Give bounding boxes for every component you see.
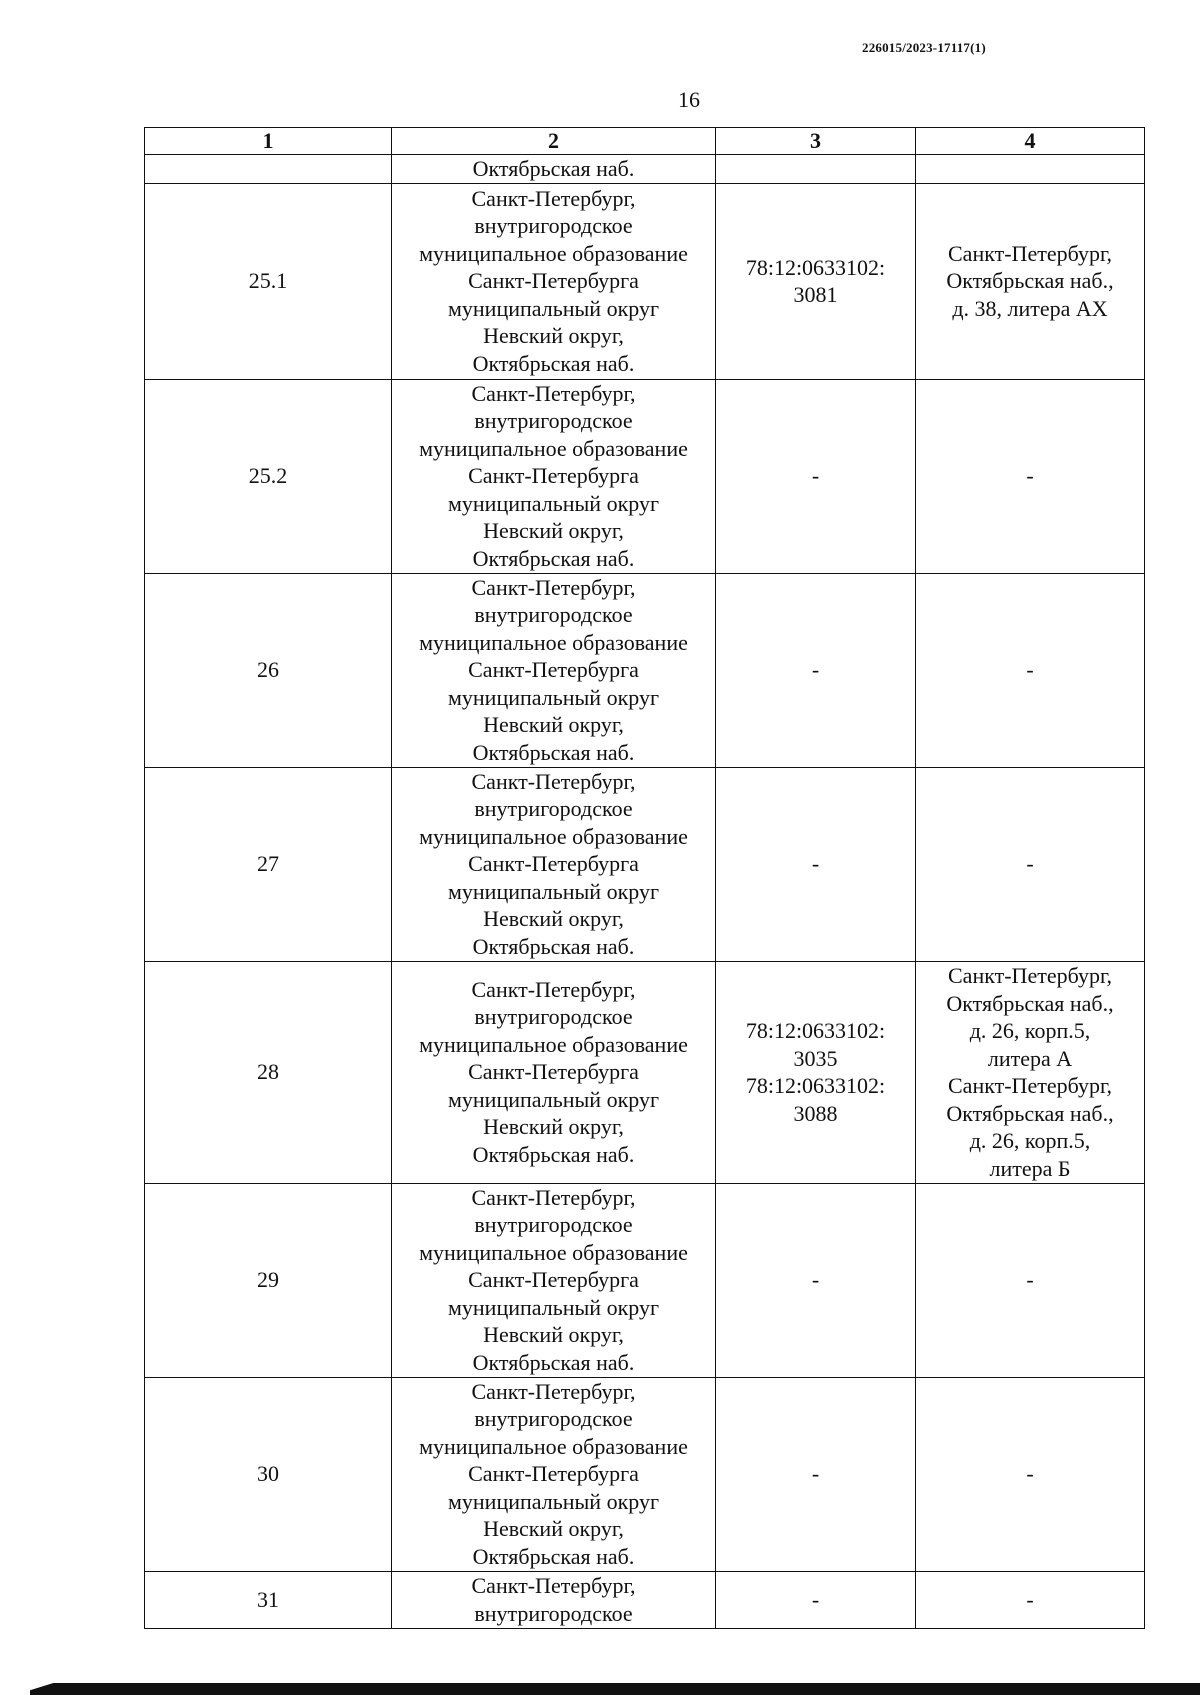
address-line: внутригородское — [474, 1406, 633, 1432]
address-cell — [392, 1377, 716, 1571]
building-line: Октябрьская наб., — [946, 1100, 1114, 1126]
address-line: муниципальное образование — [419, 823, 688, 849]
building-line: Октябрьская наб., — [946, 268, 1114, 294]
cadastral-line: 3035 — [793, 1045, 838, 1071]
column-header: 4 — [916, 128, 1145, 155]
address-line: Санкт-Петербурга — [468, 1059, 639, 1085]
building-cell — [916, 1571, 1145, 1628]
building-cell — [916, 155, 1145, 184]
page-number: 16 — [678, 87, 700, 112]
address-line: Санкт-Петербург, — [471, 1573, 636, 1598]
cadastral-cell — [716, 379, 916, 573]
table-row — [145, 1377, 1145, 1571]
cadastral-line: 78:12:0633102: — [745, 1073, 886, 1098]
cadastral-cell — [716, 1377, 916, 1571]
building-line: д. 26, корп.5, — [969, 1128, 1091, 1153]
table-row — [145, 155, 1145, 184]
table-row — [145, 573, 1145, 767]
table-row — [145, 379, 1145, 573]
building-cell — [916, 573, 1145, 767]
building-line: литера А — [987, 1045, 1073, 1071]
data-table — [144, 127, 1145, 1629]
address-cell — [392, 767, 716, 961]
table-row — [145, 961, 1145, 1183]
address-line: муниципальный округ — [447, 295, 659, 321]
row-number-cell: 25.2 — [145, 379, 392, 573]
building-line: - — [1026, 463, 1034, 489]
address-line: Октябрьская наб. — [472, 739, 635, 765]
building-line: Санкт-Петербург, — [948, 963, 1112, 988]
address-line: Невский округ, — [483, 712, 624, 738]
address-cell — [392, 1571, 716, 1628]
scan-edge-bar — [30, 1683, 1200, 1695]
row-number-cell: 26 — [145, 573, 392, 767]
address-line: муниципальное образование — [419, 1031, 688, 1057]
cadastral-line: - — [811, 851, 820, 877]
address-line: Санкт-Петербурга — [468, 268, 639, 294]
address-cell — [392, 379, 716, 573]
table-row — [145, 183, 1145, 379]
address-line: муниципальный округ — [447, 684, 659, 710]
address-cell — [392, 1183, 716, 1377]
building-line: - — [1026, 657, 1034, 683]
address-line: муниципальный округ — [447, 1294, 659, 1320]
address-line: Октябрьская наб. — [472, 350, 635, 376]
table-row — [145, 1183, 1145, 1377]
address-line: Санкт-Петербург, — [471, 574, 636, 600]
cadastral-line: 78:12:0633102: — [745, 254, 886, 280]
address-line: внутригородское — [474, 213, 633, 239]
row-number-cell: 28 — [145, 961, 392, 1183]
building-cell — [916, 1377, 1145, 1571]
address-line: внутригородское — [474, 602, 633, 628]
building-cell — [916, 1183, 1145, 1377]
table-body — [145, 155, 1145, 1629]
address-line: Санкт-Петербург, — [471, 1184, 636, 1210]
address-cell — [392, 961, 716, 1183]
building-cell — [916, 961, 1145, 1183]
column-header: 3 — [716, 128, 916, 155]
building-line: - — [1026, 1461, 1034, 1487]
address-line: Невский округ, — [483, 323, 624, 349]
address-line: Санкт-Петербурга — [468, 851, 639, 877]
cadastral-line: - — [811, 463, 820, 489]
address-line: муниципальный округ — [447, 490, 659, 516]
cadastral-cell — [716, 1183, 916, 1377]
cadastral-cell — [716, 183, 916, 379]
row-number-cell: 31 — [145, 1571, 392, 1628]
address-line: Санкт-Петербург, — [471, 380, 636, 406]
cadastral-line: - — [811, 657, 820, 683]
building-line: Санкт-Петербург, — [948, 1073, 1112, 1098]
address-line: Санкт-Петербурга — [468, 657, 639, 683]
cadastral-line: 78:12:0633102: — [745, 1018, 886, 1043]
address-cell — [392, 155, 716, 184]
cadastral-line: - — [811, 1586, 820, 1612]
cadastral-cell — [716, 155, 916, 184]
address-line: Октябрьская наб. — [472, 1349, 635, 1375]
cadastral-line: 3081 — [793, 282, 838, 307]
building-cell — [916, 767, 1145, 961]
row-number-cell: 29 — [145, 1183, 392, 1377]
address-line: Санкт-Петербурга — [468, 1267, 639, 1293]
building-cell — [916, 379, 1145, 573]
address-line: Санкт-Петербург, — [471, 976, 636, 1002]
building-line: д. 26, корп.5, — [969, 1018, 1091, 1043]
address-line: муниципальное образование — [419, 629, 688, 655]
address-line: муниципальный округ — [447, 878, 659, 904]
column-header: 1 — [145, 128, 392, 155]
cadastral-cell — [716, 1571, 916, 1628]
address-line: муниципальное образование — [419, 1433, 688, 1459]
address-line: Октябрьская наб. — [472, 933, 635, 959]
cadastral-line: - — [811, 1267, 820, 1293]
row-number-cell: 25.1 — [145, 183, 392, 379]
address-line: внутригородское — [474, 796, 633, 822]
building-line: литера Б — [989, 1155, 1071, 1181]
building-line: - — [1026, 851, 1034, 877]
address-line: муниципальный округ — [447, 1086, 659, 1112]
building-line: Октябрьская наб., — [946, 990, 1114, 1016]
address-line: Санкт-Петербург, — [471, 768, 636, 794]
cadastral-cell — [716, 961, 916, 1183]
address-line: муниципальное образование — [419, 240, 688, 266]
address-line: Невский округ, — [483, 906, 624, 932]
building-line: д. 38, литера АХ — [952, 295, 1108, 321]
address-line: внутригородское — [474, 408, 633, 434]
address-line: внутригородское — [474, 1600, 633, 1626]
address-line: внутригородское — [474, 1212, 633, 1238]
column-header: 2 — [392, 128, 716, 155]
address-line: Невский округ, — [483, 1516, 624, 1542]
table-row — [145, 1571, 1145, 1628]
cadastral-line: 3088 — [793, 1100, 838, 1126]
row-number-cell — [145, 155, 392, 184]
address-line: муниципальный округ — [447, 1488, 659, 1514]
row-number-cell: 30 — [145, 1377, 392, 1571]
address-line: Невский округ, — [483, 518, 624, 544]
address-line: Октябрьская наб. — [472, 1543, 635, 1569]
address-line: муниципальное образование — [419, 435, 688, 461]
address-line: Октябрьская наб. — [472, 1141, 635, 1167]
building-line: Санкт-Петербург, — [948, 240, 1112, 266]
cadastral-line: - — [811, 1461, 820, 1487]
address-line: муниципальное образование — [419, 1239, 688, 1265]
row-number-cell: 27 — [145, 767, 392, 961]
address-line: Невский округ, — [483, 1114, 624, 1140]
building-line: - — [1026, 1267, 1034, 1293]
building-line: - — [1026, 1586, 1034, 1612]
address-line: Санкт-Петербурга — [468, 463, 639, 489]
cadastral-cell — [716, 767, 916, 961]
address-line: Санкт-Петербурга — [468, 1461, 639, 1487]
address-cell — [392, 183, 716, 379]
address-line: Невский округ, — [483, 1322, 624, 1348]
cadastral-cell — [716, 573, 916, 767]
table-row — [145, 767, 1145, 961]
address-line: Октябрьская наб. — [472, 545, 635, 571]
address-cell — [392, 573, 716, 767]
building-cell — [916, 183, 1145, 379]
address-line: Октябрьская наб. — [472, 156, 635, 181]
address-line: внутригородское — [474, 1004, 633, 1030]
address-line: Санкт-Петербург, — [471, 1378, 636, 1404]
document-id: 226015/2023-17117(1) — [862, 40, 986, 55]
address-line: Санкт-Петербург, — [471, 185, 636, 211]
table-header-row — [145, 128, 1145, 155]
